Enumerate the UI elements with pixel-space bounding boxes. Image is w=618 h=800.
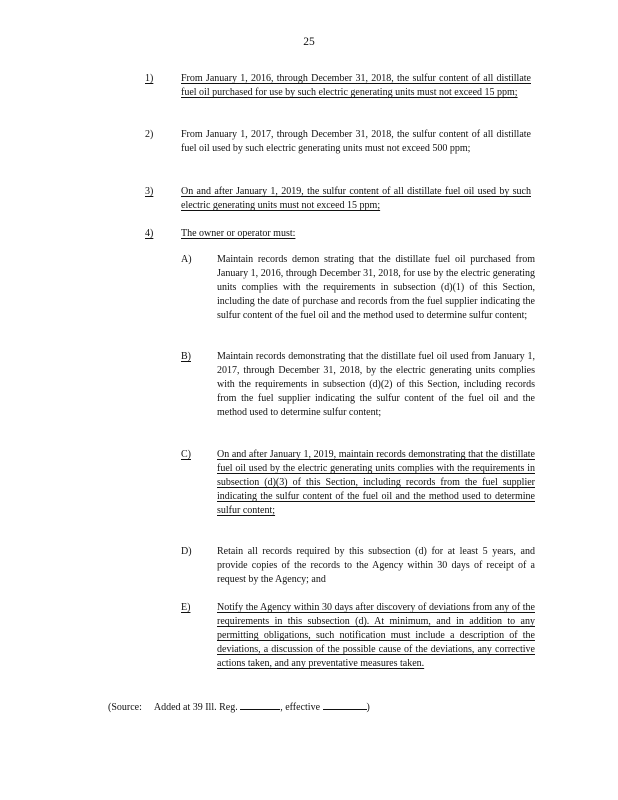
subitem-label-c: C) — [181, 449, 191, 460]
source-note — [108, 699, 370, 715]
source-citation: Added at 39 Ill. Reg. — [153, 702, 238, 713]
subitem-text-a: Maintain records demon strating that the distillate fuel oil purchased from January 1, 2016, through December 31, 2018, for use by the electric generating units complies with the requirements in subsection (d)(1) of this Section, including the date of purchase and records from the fuel supplier indicating the sulfur content of the fuel oil and the method used to determine sulfur content; — [217, 254, 535, 321]
item-label-4: 4) — [145, 228, 154, 239]
item-text-3: On and after January 1, 2019, the sulfur content of all distillate fuel oil used by such electric generating units must not exceed 15 ppm; — [181, 186, 531, 211]
register-blank — [240, 699, 280, 710]
source-effective: , effective — [280, 702, 321, 713]
subitem-text-c: On and after January 1, 2019, maintain records demonstrating that the distillate fuel oil used by the electric generating units complies with the requirements in subsection (d)(3) of this Section, including records from the fuel supplier indicating the sulfur content of the fuel oil and the method used to determine sulfur content; — [217, 449, 535, 516]
source-suffix: ) — [366, 702, 370, 713]
item-label-3: 3) — [145, 186, 154, 197]
subitem-label-b: B) — [181, 351, 191, 362]
source-prefix: (Source: — [108, 702, 142, 713]
item-label-2: 2) — [145, 129, 154, 140]
subitem-text-d: Retain all records required by this subsection (d) for at least 5 years, and provide copies of the records to the Agency within 30 days of receipt of a request by the Agency; and — [217, 546, 535, 585]
subitem-text-b: Maintain records demonstrating that the distillate fuel oil used from January 1, 2017, through December 31, 2018, by the electric generating units complies with the requirements in subsection (d)(2) of this Section, including records from the fuel supplier indicating the sulfur content of the fuel oil and the method used to determine sulfur content; — [217, 351, 535, 418]
item-text-1: From January 1, 2016, through December 31, 2018, the sulfur content of all distillate fuel oil purchased for use by such electric generating units must not exceed 15 ppm; — [181, 73, 531, 98]
subitem-label-a: A) — [181, 254, 192, 265]
page-number: 25 — [303, 36, 315, 48]
subitem-label-d: D) — [181, 546, 192, 557]
effective-date-blank — [323, 699, 367, 710]
item-text-2: From January 1, 2017, through December 31, 2018, the sulfur content of all distillate fuel oil used by such electric generating units must not exceed 500 ppm; — [181, 129, 531, 154]
subitem-label-e: E) — [181, 602, 191, 613]
item-label-1: 1) — [145, 73, 154, 84]
subitem-text-e: Notify the Agency within 30 days after discovery of deviations from any of the requirements in this subsection (d). At minimum, and in addition to any permitting obligations, such notification must include a description of the deviations, a discussion of the possible cause of the deviations, any corrective actions taken, and any preventative measures taken. — [217, 602, 535, 669]
item-text-4: The owner or operator must: — [181, 228, 296, 239]
